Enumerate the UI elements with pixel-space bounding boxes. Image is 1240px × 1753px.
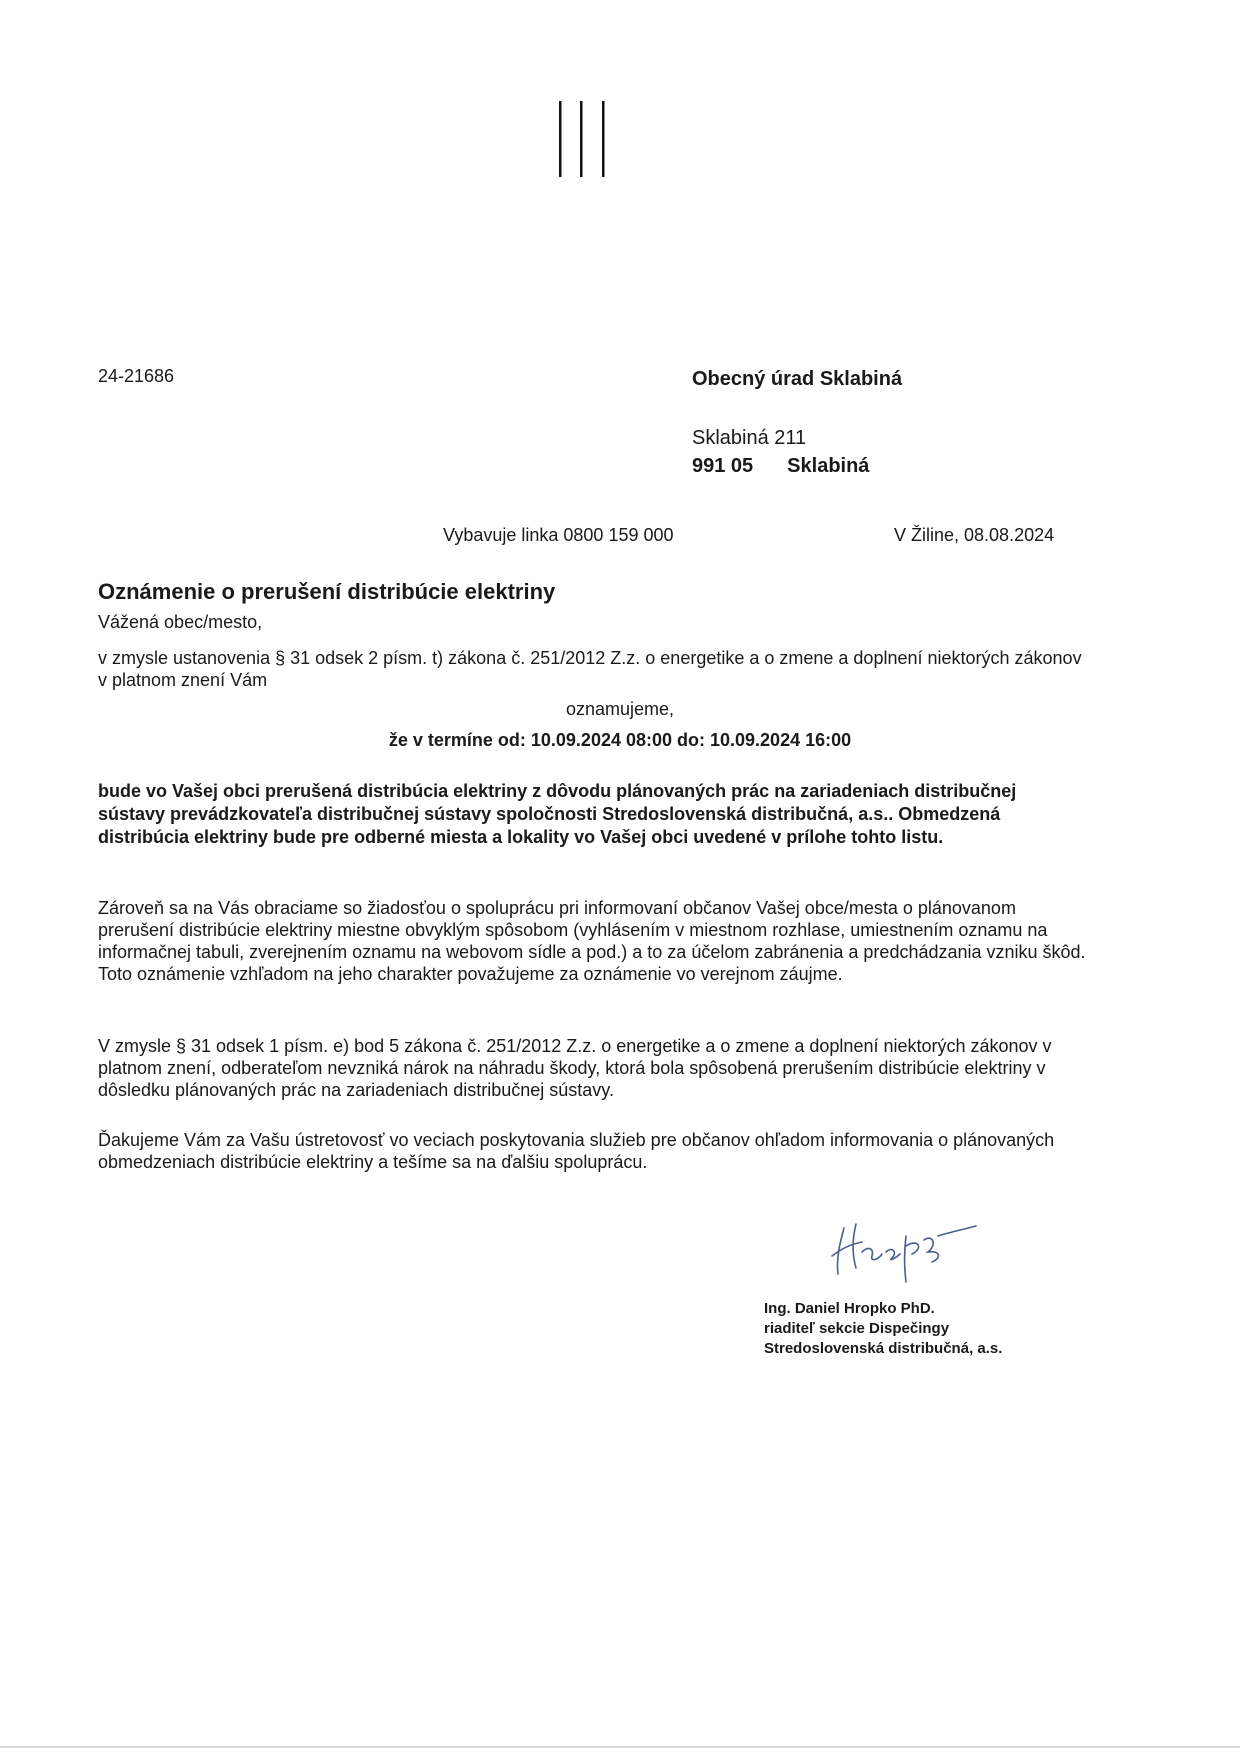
recipient-postal-code: 991 05 bbox=[692, 455, 754, 477]
signer-position: riaditeľ sekcie Dispečingy bbox=[764, 1320, 950, 1337]
public-interest-statement: Toto oznámenie vzhľadom na jeho charakter považujeme za oznámenie vo verejnom záujme. bbox=[98, 964, 843, 984]
reference-number: 24-21686 bbox=[98, 366, 175, 386]
document-title: Oznámenie o prerušení distribúcie elektriny bbox=[98, 579, 556, 604]
place-date: V Žiline, 08.08.2024 bbox=[894, 525, 1055, 545]
signer-name: Ing. Daniel Hropko PhD. bbox=[764, 1300, 935, 1317]
barcode-mark bbox=[557, 101, 607, 179]
handwritten-signature bbox=[822, 1208, 982, 1288]
cooperation-paragraph bbox=[98, 897, 1088, 985]
page-bottom-edge bbox=[0, 1746, 1240, 1748]
recipient-street: Sklabiná 211 bbox=[692, 427, 807, 449]
signer-company: Stredoslovenská distribučná, a.s. bbox=[764, 1340, 1003, 1357]
announcement: oznamujeme, bbox=[565, 699, 675, 719]
salutation: Vážená obec/mesto, bbox=[98, 612, 263, 632]
recipient-name: Obecný úrad Sklabiná bbox=[692, 368, 903, 390]
recipient-city: Sklabiná bbox=[787, 455, 870, 477]
outage-notice-paragraph: bude vo Vašej obci prerušená distribúcia elektriny z dôvodu plánovaných prác na zariadeniach distribučnej sústavy prevádzkovateľa distribučnej sústavy spoločnosti Stredoslovenská distribučná, a.s.. Obmedzená distribúcia elektriny bude pre odberné miesta a lokality vo Vašej obci uvedené v prílohe tohto listu. bbox=[98, 781, 1017, 847]
signer-block bbox=[764, 1299, 1002, 1359]
damages-paragraph: V zmysle § 31 odsek 1 písm. e) bod 5 zákona č. 251/2012 Z.z. o energetike a o zmene a doplnení niektorých zákonov v platnom znení, odberateľom nevzniká nárok na náhradu škody, ktorá bola spôsobená prerušením distribúcie elektriny v dôsledku plánovaných prác na zariadeniach distribučnej sústavy. bbox=[98, 1036, 1052, 1100]
recipient-postal-line bbox=[692, 455, 869, 478]
hotline: Vybavuje linka 0800 159 000 bbox=[443, 525, 674, 545]
legal-basis-paragraph: v zmysle ustanovenia § 31 odsek 2 písm. t) zákona č. 251/2012 Z.z. o energetike a o zmene a doplnení niektorých zákonov v platnom znení Vám bbox=[98, 648, 1082, 690]
thanks-paragraph: Ďakujeme Vám za Vašu ústretovosť vo veciach poskytovania služieb pre občanov ohľadom informovania o plánovaných obmedzeniach distribúcie elektriny a tešíme sa na ďalšiu spoluprácu. bbox=[98, 1130, 1055, 1172]
cooperation-request: Zároveň sa na Vás obraciame so žiadosťou o spoluprácu pri informovaní občanov Vašej obce/mesta o plánovanom prerušení distribúcie elektriny miestne obvyklým spôsobom (vyhlásením v miestnom rozhlase, umiestnením oznamu na informačnej tabuli, zverejnením oznamu na webovom sídle a pod.) a to za účelom zabránenia a predchádzania vzniku škôd. bbox=[98, 898, 1086, 962]
outage-term: že v termíne od: 10.09.2024 08:00 do: 10.09.2024 16:00 bbox=[388, 730, 852, 750]
